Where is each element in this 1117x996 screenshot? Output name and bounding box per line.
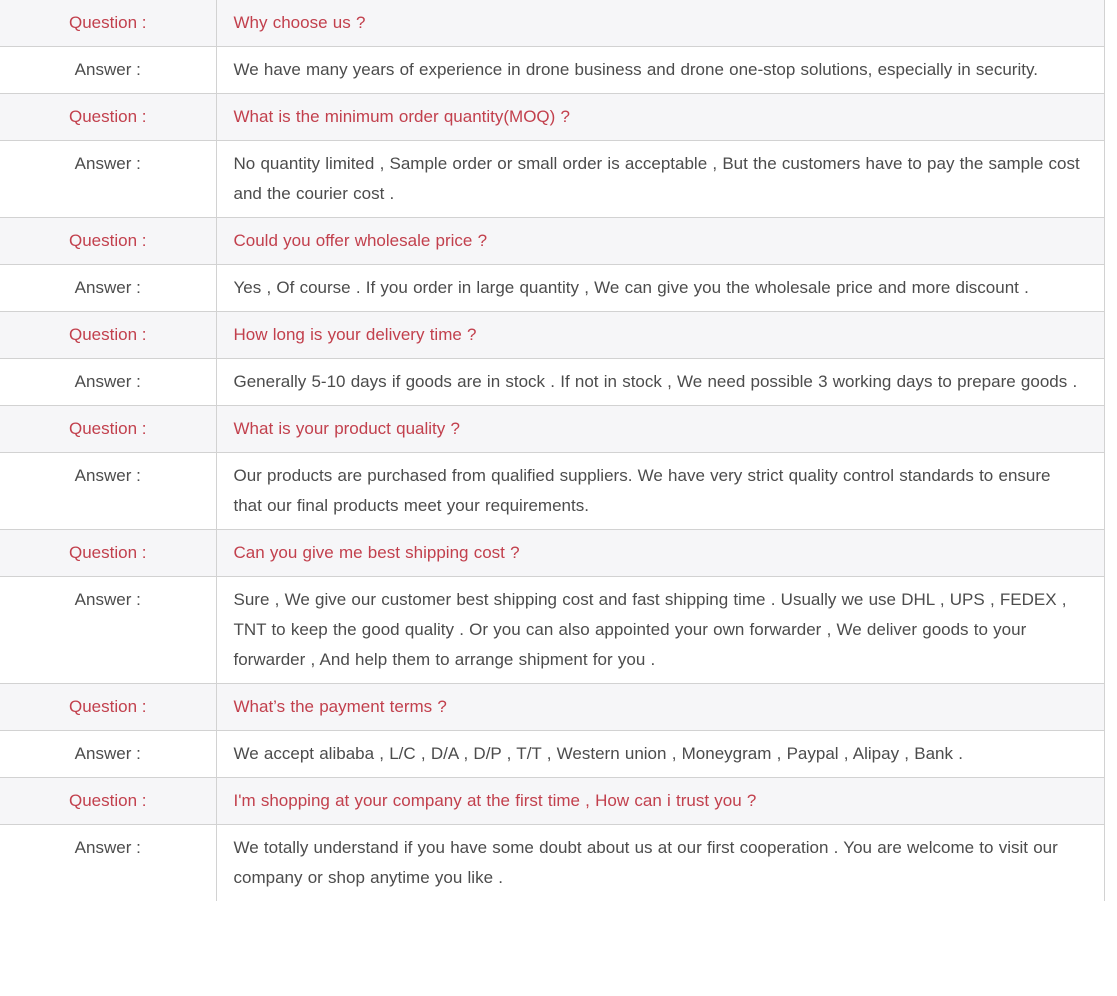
answer-text: We have many years of experience in drone business and drone one-stop solutions, especially in security.	[216, 47, 1105, 94]
question-text: Can you give me best shipping cost ?	[216, 530, 1105, 577]
question-label: Question :	[0, 218, 216, 265]
faq-question-row	[0, 94, 1105, 141]
question-label: Question :	[0, 778, 216, 825]
faq-answer-row	[0, 825, 1105, 902]
faq-answer-row	[0, 47, 1105, 94]
answer-label: Answer :	[0, 359, 216, 406]
answer-text: Our products are purchased from qualified suppliers. We have very strict quality control standards to ensure that our final products meet your requirements.	[216, 453, 1105, 530]
faq-question-row	[0, 684, 1105, 731]
question-label: Question :	[0, 0, 216, 47]
faq-answer-row	[0, 265, 1105, 312]
answer-label: Answer :	[0, 141, 216, 218]
faq-question-row	[0, 218, 1105, 265]
faq-question-row	[0, 530, 1105, 577]
question-text: I'm shopping at your company at the first time , How can i trust you ?	[216, 778, 1105, 825]
question-text: Why choose us ?	[216, 0, 1105, 47]
question-label: Question :	[0, 312, 216, 359]
answer-label: Answer :	[0, 825, 216, 902]
question-text: What’s the payment terms ?	[216, 684, 1105, 731]
answer-label: Answer :	[0, 577, 216, 684]
faq-question-row	[0, 312, 1105, 359]
answer-text: Sure , We give our customer best shipping cost and fast shipping time . Usually we use DHL , UPS , FEDEX , TNT to keep the good quality . Or you can also appointed your own forwarder , We deliver goods to your forwarder , And help them to arrange shipment for you .	[216, 577, 1105, 684]
answer-label: Answer :	[0, 453, 216, 530]
faq-question-row	[0, 406, 1105, 453]
answer-label: Answer :	[0, 265, 216, 312]
faq-question-row	[0, 778, 1105, 825]
faq-answer-row	[0, 453, 1105, 530]
answer-label: Answer :	[0, 47, 216, 94]
answer-text: No quantity limited , Sample order or small order is acceptable , But the customers have to pay the sample cost and the courier cost .	[216, 141, 1105, 218]
answer-text: Generally 5-10 days if goods are in stock . If not in stock , We need possible 3 working days to prepare goods .	[216, 359, 1105, 406]
faq-answer-row	[0, 141, 1105, 218]
answer-text: We accept alibaba , L/C , D/A , D/P , T/T , Western union , Moneygram , Paypal , Alipay , Bank .	[216, 731, 1105, 778]
question-label: Question :	[0, 406, 216, 453]
question-label: Question :	[0, 530, 216, 577]
question-text: What is your product quality ?	[216, 406, 1105, 453]
faq-question-row	[0, 0, 1105, 47]
question-text: Could you offer wholesale price ?	[216, 218, 1105, 265]
answer-text: Yes , Of course . If you order in large quantity , We can give you the wholesale price and more discount .	[216, 265, 1105, 312]
question-label: Question :	[0, 94, 216, 141]
faq-answer-row	[0, 731, 1105, 778]
question-label: Question :	[0, 684, 216, 731]
answer-label: Answer :	[0, 731, 216, 778]
question-text: What is the minimum order quantity(MOQ) ?	[216, 94, 1105, 141]
faq-answer-row	[0, 359, 1105, 406]
question-text: How long is your delivery time ?	[216, 312, 1105, 359]
answer-text: We totally understand if you have some doubt about us at our first cooperation . You are welcome to visit our company or shop anytime you like .	[216, 825, 1105, 902]
faq-answer-row	[0, 577, 1105, 684]
